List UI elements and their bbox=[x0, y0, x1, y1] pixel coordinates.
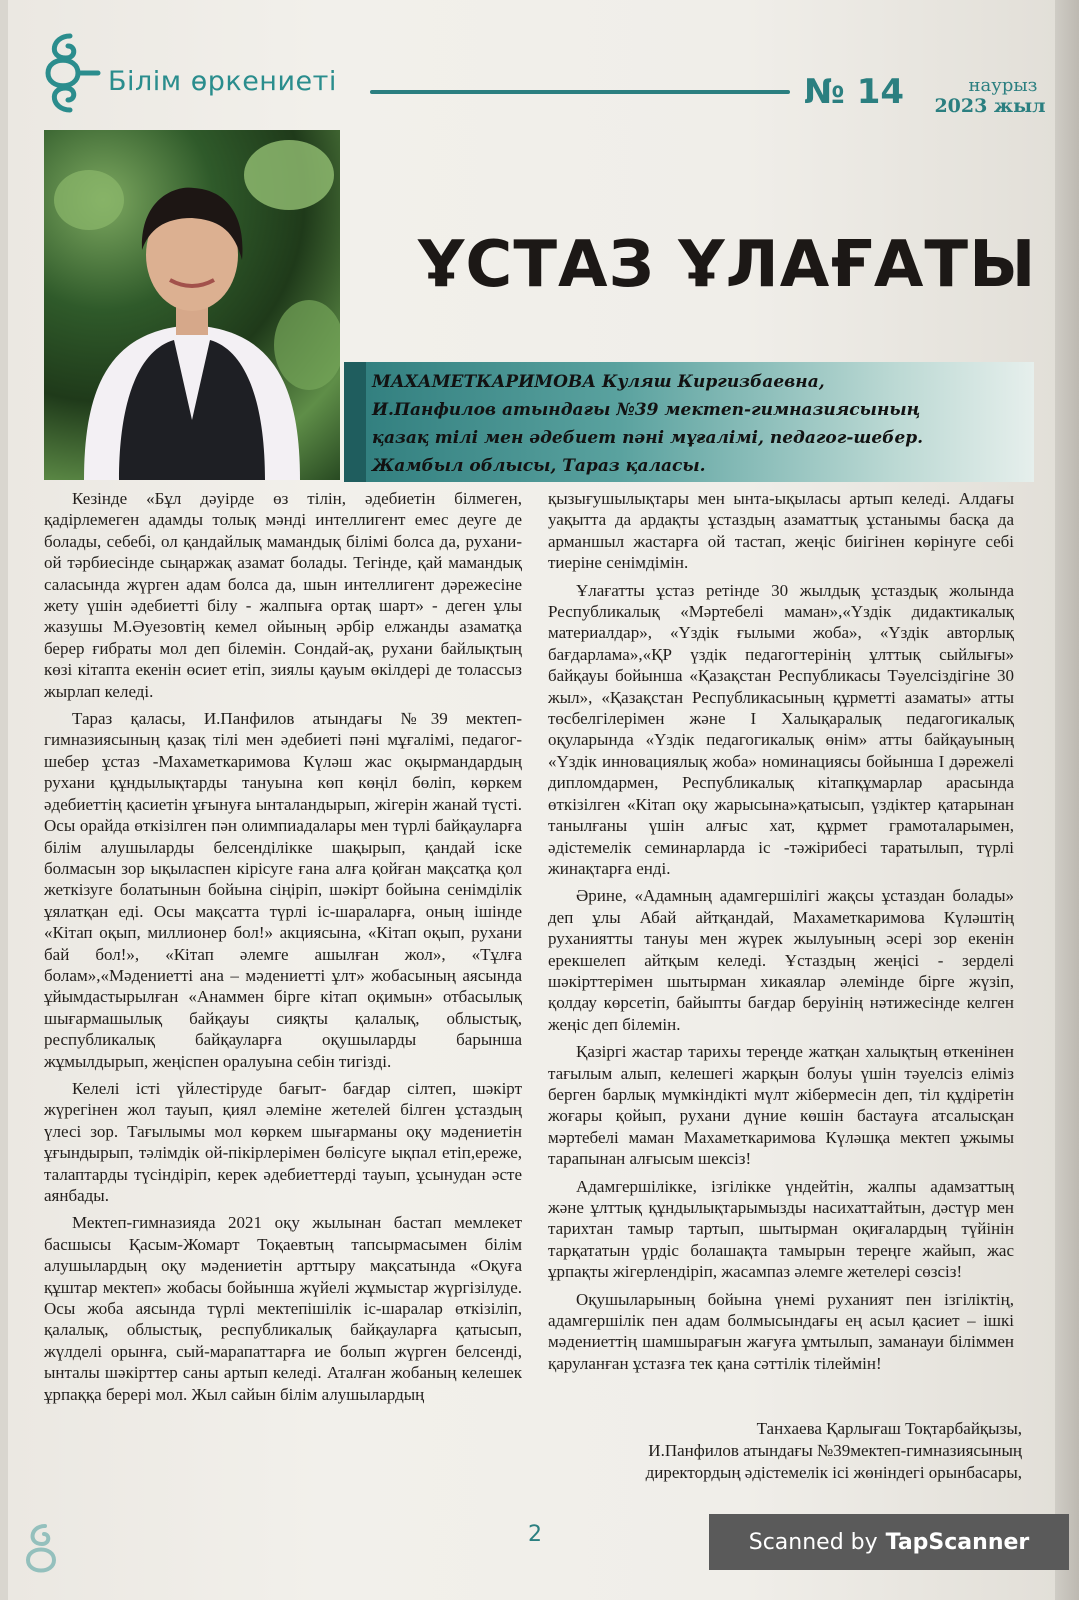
paragraph: Адамгершілікке, ізгілікке үндейтін, жалпы адамзаттың және ұлттық құндылықтарымызды насихаттайтын, дәстүр мен тарихтан тамыр тартып, шытырман оқиғалардың түйінін тарқататын үрдіс болашақта тамырын тереңге жайып, жас ұрпақты жігерлендіріп, жасампаз әлемге жетелері сөзсіз! bbox=[548, 1176, 1014, 1282]
issue-number: № 14 bbox=[804, 72, 905, 112]
author-name-line: МАХАМЕТКАРИМОВА Куляш Киргизбаевна, bbox=[372, 372, 825, 392]
paragraph: Тараз қаласы, И.Панфилов атындағы №39 мектеп-гимназиясының қазақ тілі мен әдебиеті пәні мұғалімі, педагог-шебер ұстаз -Махаметкаримова Күләш жас оқырмандардың рухани құндылықтарды тануына көп көңіл бөліп, көркем әдебиеттің қасиетін ұғынуға ынталандырып, жігерін жанай түсті. Осы орайда өткізілген пән олимпиадалары мен түрлі байқауларға білім алушыларды белсенділікке шақырып, қандай іске болмасын зор ықыласпен кірісуге ғана алға қойған мақсатқа қол жеткізуге болатынын бойына сіңіріп, шәкірт бойына сенімділік ұялатқан еді. Осы мақсатта түрлі іс-шараларға, оның ішінде «Кітап оқып, миллионер бол!» акциясына, «Кітап оқып, рухани бай бол!», «Кітап әлемге ашылған жол», «Тұлға болам»,«Мәдениетті ана – мәдениетті ұлт» жобасының аясында ұйымдастырылған «Анаммен бірге кітап оқимын» отбасылық шығармашылық байқауы сияқты қалалық, облыстық, республикалық байқауларға оқушыларды барынша жұмылдырып, жеңіспен оралуына себін тигізді. bbox=[44, 709, 522, 1071]
author-school-line: И.Панфилов атындағы №39 мектеп-гимназиясының bbox=[372, 400, 921, 420]
scanner-prefix: Scanned by bbox=[748, 1529, 878, 1555]
signature-name: Танхаева Қарлығаш Тоқтарбайқызы, bbox=[756, 1419, 1022, 1438]
article-title: ҰСТАЗ ҰЛАҒАТЫ bbox=[418, 228, 1037, 302]
scanner-brand: TapScanner bbox=[885, 1529, 1030, 1555]
issue-month: наурыз bbox=[968, 75, 1038, 96]
paragraph: Келелі істі үйлестіруде бағыт- бағдар сілтеп, шәкірт жүрегінен жол тауып, қиял әлеміне жетелей білген ұстаздың үлесі зор. Тағылымы мол көркем шығарманы оқу мәдениетін ұғындырып, тәлімдік ой-пікірлерімен бөлісуге ықпал етіп,ереже, талаптарды түсіндіріп, керек әдебиеттерді тауып, ұсынудан әсте аянбады. bbox=[44, 1078, 522, 1205]
paragraph: Қазіргі жастар тарихы тереңде жатқан халықтың өткенінен тағылым алып, келешегі жарқын болуы үшін тәуелсіз еліміз берген барлық мүмкіндікті мүлт жібермесін деп, тіл құдіретін жоғары қойып, рухани дүние көшін бастауға атсалысқан мәртебелі маман Махаметкаримова Күләшқа мектеп ұжымы тарапынан алғысым шексіз! bbox=[548, 1042, 1014, 1169]
signature-school: И.Панфилов атындағы №39мектеп-гимназиясының bbox=[648, 1441, 1022, 1460]
author-photo bbox=[44, 130, 340, 480]
author-role-line: қазақ тілі мен әдебиет пәні мұғалімі, педагог-шебер. bbox=[372, 428, 924, 448]
paragraph: Мектеп-гимназияда 2021 оқу жылынан бастап мемлекет басшысы Қасым-Жомарт Тоқаевтың тапсырмасымен білім алушылардың оқу мәдениетін арттыру мақсатында «Оқуға құштар мектеп» жобасы бойынша жүйелі жұмыстар жүргізілуде. Осы жоба аясында түрлі мектепішілік іс-шаралар өткізіліп, қалалық, облыстық, республикалық байқауларға қатысып, жүлделі орынға, сый-марапаттарға ие болып жүрген белсенді, ынталы шәкірттер саны артып келеді. Аталған жобаның келешек ұрпаққа берері мол. Жыл сайын білім алушылардың bbox=[44, 1213, 522, 1404]
scanner-watermark bbox=[709, 1514, 1069, 1570]
signature-block bbox=[560, 1418, 1022, 1484]
ornament-icon bbox=[38, 28, 102, 118]
author-location-line: Жамбыл облысы, Тараз қаласы. bbox=[372, 456, 706, 476]
issue-year: 2023 жыл bbox=[934, 95, 1046, 117]
header-rule bbox=[370, 90, 790, 94]
paragraph: Оқушыларының бойына үнемі руханият пен ізгіліктің, адамгершілік пен адам болмысындағы ең асыл қасиет – ішкі мәдениеттің шамшырағын жағуға ұмтылып, заманауи біліммен қаруланған ұстазға тек қана сәттілік тілеймін! bbox=[548, 1289, 1014, 1373]
paragraph: Ұлағатты ұстаз ретінде 30 жылдық ұстаздық жолында Республикалық «Мәртебелі маман»,«Үздік дидактикалық материалдар», «Үздік ғылыми жоба», «Үздік авторлық бағдарлама»,«ҚР үздік педагогтерінің ұлттық сыйлығы» байқауы бойынша «Қазақстан Республикасы Тәуелсіздігіне 30 жыл», «Қазақстан Республикасының құрметті азаматы» атты төсбелгілерімен және І Халықаралық педагогикалық оқуларында «Үздік педагогикалық өнім» атты байқауының «Үздік инновациялық жоба» номинациясы бойынша І дәрежелі дипломдармен, Республикалық кітапқұмарлар арасында өткізілген «Кітап оқу жарысына»қатысып, үздіктер қатарынан танылғаны үшін алғыс хат, құрмет грамоталарымен, әдістемелік семинарларда іс -тәжірибесі таратылып, түрлі жинақтарға енді. bbox=[548, 580, 1014, 878]
page-number: 2 bbox=[528, 1522, 542, 1547]
foot-ornament-icon bbox=[20, 1520, 70, 1590]
paragraph: Кезінде «Бұл дәуірде өз тілін, әдебиетін білмеген, қадірлемеген адамды толық мәнді интеллигент емес деуге де болады, себебі, ол қандайлық мамандық білімі болса да, рухани-ой тәрбиесінде сыңаржақ азамат болады. Тегінде, қай мамандық саласында жүрген адам болса да, шын интеллигент дәрежесіне жету үшін әдебиетті білу - жалпыға ортақ шарт» - деген ұлы жазушы М.Әуезовтің кемел ойының әрбір елжанды азаматқа берер ғибраты мол деп білемін. Сондай-ақ, рухани байлықтың көзі кітапта екенін өсиет етіп, зиялы қауым өкілдері де толассыз жырлап келеді. bbox=[44, 489, 522, 701]
article-column-right bbox=[548, 488, 1014, 1380]
portrait bbox=[44, 130, 340, 480]
journal-name: Білім өркениеті bbox=[108, 66, 337, 97]
author-band-stripe bbox=[344, 362, 366, 482]
article-column-left bbox=[44, 488, 522, 1411]
signature-position: директордың әдістемелік ісі жөніндегі орынбасары, bbox=[645, 1463, 1022, 1482]
author-info bbox=[372, 368, 1032, 480]
paragraph: қызығушылықтары мен ынта-ықыласы артып келеді. Алдағы уақытта да ардақты ұстаздың азаматтық ұстанымы басқа да арманшыл жастарға ой тастап, жеңіс биігінен көрінуге себі тиеріне сенімдімін. bbox=[548, 489, 1014, 573]
page-edge-shadow bbox=[1055, 0, 1079, 1600]
paragraph: Әрине, «Адамның адамгершілігі жақсы ұстаздан болады» деп ұлы Абай айтқандай, Махаметкаримова Күләштің руханиятты тануы мен жүрек жылуының әсері зор екенін ерекшелеп айтқым келеді. Ұстаздың жеңісі - зерделі шәкірттерімен шытырман хикаялар әлемінде бірге жүзіп, қолдау көрсетіп, байыпты бағдар беруінің нәтижесінде келген жеңіс деп білемін. bbox=[548, 886, 1014, 1034]
